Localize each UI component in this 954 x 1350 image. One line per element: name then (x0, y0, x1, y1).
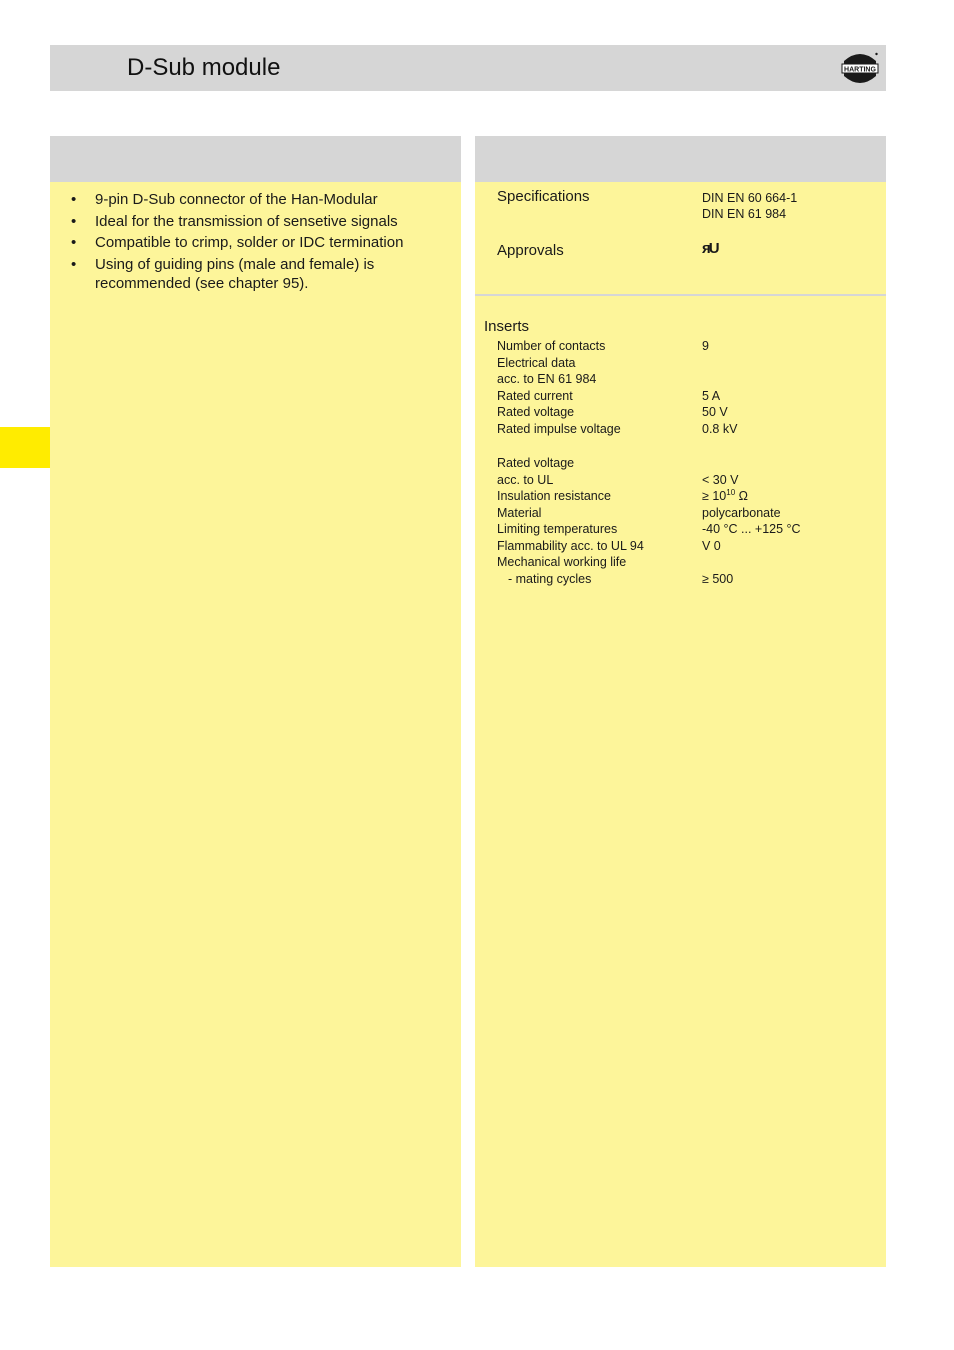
approvals-label: Approvals (497, 242, 564, 259)
inserts-data (497, 338, 877, 587)
table-row: Limiting temperatures -40 °C ... +125 °C (497, 522, 801, 536)
list-item-continuation: recommended (see chapter 95). (95, 275, 309, 292)
specifications-value-2: DIN EN 61 984 (702, 207, 787, 221)
table-row: Rated voltage (497, 456, 575, 470)
header-bar (50, 45, 886, 91)
table-row: Electrical data (497, 355, 576, 370)
table-row: Number of contacts 9 (497, 339, 709, 353)
bullet-icon: • (71, 212, 77, 230)
specifications-value-1: DIN EN 60 664-1 (702, 191, 798, 205)
table-row: Insulation resistance ≥ $10^{10}$ Ω (497, 488, 748, 503)
chapter-tab (0, 427, 50, 468)
table-row: - mating cycles ≥ 500 (508, 571, 734, 586)
spacer-row (497, 437, 877, 455)
list-item: • Ideal for the transmission of sensetive signals (71, 212, 398, 230)
ul-mark-icon: ᴙU (702, 240, 718, 257)
technical-data-header (475, 136, 886, 182)
features-panel-header (50, 136, 461, 182)
page-title: D-Sub module (127, 54, 281, 81)
bullet-icon: • (71, 255, 77, 273)
table-row: Flammability acc. to UL 94 V 0 (497, 538, 721, 553)
table-row: acc. to UL < 30 V (497, 472, 739, 487)
feature-list (50, 190, 450, 296)
table-row: Rated current 5 A (497, 388, 721, 403)
technical-data-panel (475, 136, 886, 1267)
specifications-label: Specifications (497, 188, 590, 205)
harting-logo (840, 49, 880, 87)
bullet-icon: • (71, 191, 77, 208)
logo-text: HARTING (844, 66, 876, 74)
bullet-icon: • (71, 234, 77, 251)
table-row: Mechanical working life (497, 555, 627, 569)
inserts-title: Inserts (484, 318, 530, 335)
table-row: Rated voltage 50 V (497, 405, 728, 419)
list-item: • Compatible to crimp, solder or IDC termination (71, 234, 404, 251)
list-item: • Using of guiding pins (male and female) is (71, 255, 375, 273)
table-row: Material polycarbonate (497, 505, 781, 520)
features-panel (50, 136, 461, 1267)
divider (475, 294, 886, 296)
table-row: Rated impulse voltage 0.8 kV (497, 421, 738, 436)
table-row: acc. to EN 61 984 (497, 372, 597, 386)
list-item: • 9-pin D-Sub connector of the Han-Modular (71, 191, 378, 208)
